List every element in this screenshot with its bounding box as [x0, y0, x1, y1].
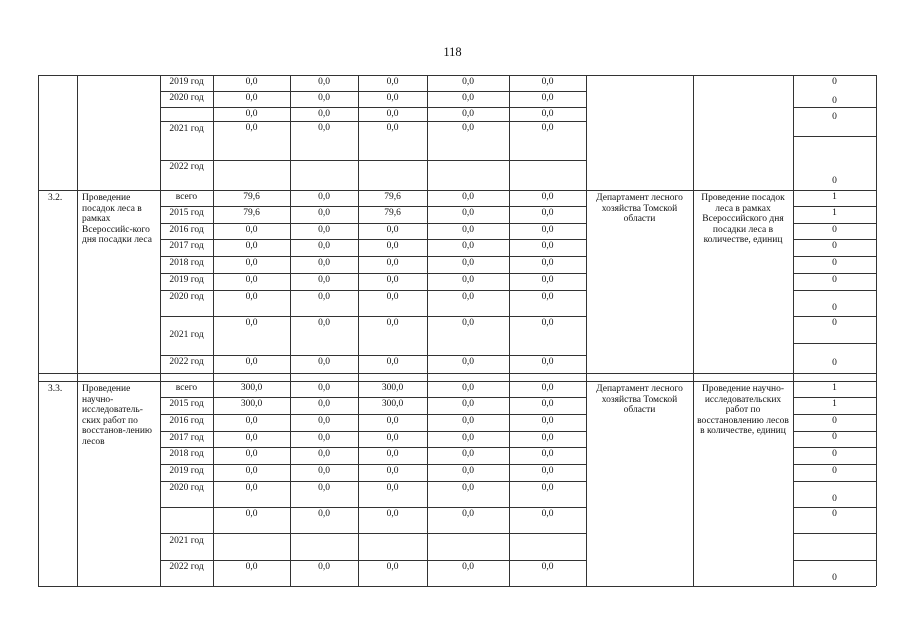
target-rule: [793, 273, 876, 274]
row-rule: [160, 560, 586, 561]
value-cell: 0,0: [462, 399, 474, 409]
value-cell: 0,0: [541, 399, 554, 409]
value-cell: 0,0: [245, 77, 258, 87]
measure-name: Проведение научно-исследователь-ских работ по восстанов-лению лесов: [82, 384, 153, 447]
value-cell: 300,0: [381, 399, 404, 409]
row-rule: [160, 414, 586, 415]
page-number: 118: [443, 45, 462, 59]
value-cell: 0,0: [318, 292, 330, 302]
executor-name: Департамент лесного хозяйства Томской области: [596, 193, 683, 224]
value-cell: 79,6: [384, 208, 401, 218]
target-value: 0: [832, 494, 837, 504]
target-value: 1: [832, 208, 837, 218]
target-value: 0: [832, 275, 837, 285]
year-cell: 2018 год: [169, 258, 204, 268]
column-rule: [509, 75, 510, 586]
value-cell: 0,0: [386, 225, 399, 235]
year-cell: 2016 год: [169, 416, 204, 426]
value-cell: 0,0: [462, 123, 474, 133]
year-cell: 2021 год: [169, 330, 204, 340]
target-rule: [793, 507, 876, 508]
value-cell: 0,0: [541, 292, 554, 302]
value-cell: 0,0: [462, 483, 474, 493]
column-rule: [876, 75, 877, 586]
value-cell: 0,0: [386, 449, 399, 459]
year-cell: 2019 год: [169, 466, 204, 476]
value-cell: 0,0: [541, 357, 554, 367]
column-rule: [290, 75, 291, 586]
value-cell: 0,0: [462, 208, 474, 218]
value-cell: 0,0: [462, 433, 474, 443]
value-cell: 0,0: [462, 509, 474, 519]
value-cell: 0,0: [245, 466, 258, 476]
value-cell: 0,0: [245, 318, 258, 328]
value-cell: 0,0: [541, 383, 554, 393]
row-rule: [160, 431, 586, 432]
row-rule: [160, 121, 586, 122]
section-rule: [38, 373, 876, 374]
section-rule: [38, 190, 876, 191]
value-cell: 0,0: [318, 383, 330, 393]
value-cell: 0,0: [541, 416, 554, 426]
section-number: 3.2.: [48, 193, 63, 203]
value-cell: 0,0: [462, 192, 474, 202]
target-value: 0: [832, 449, 837, 459]
value-cell: 0,0: [318, 466, 330, 476]
row-rule: [160, 206, 586, 207]
target-value: 0: [832, 112, 837, 122]
value-cell: 0,0: [386, 258, 399, 268]
year-cell: всего: [175, 192, 198, 202]
year-cell: 2021 год: [169, 124, 204, 134]
value-cell: 0,0: [386, 109, 399, 119]
value-cell: 0,0: [386, 483, 399, 493]
value-cell: 0,0: [386, 93, 399, 103]
row-rule: [160, 481, 586, 482]
value-cell: 0,0: [318, 399, 330, 409]
target-value: 0: [832, 303, 837, 313]
measure-name: Проведение посадок леса в рамках Всероссийс-кого дня посадки леса: [82, 193, 152, 245]
value-cell: 0,0: [541, 123, 554, 133]
target-value: 0: [832, 416, 837, 426]
value-cell: 0,0: [386, 509, 399, 519]
target-value: 0: [832, 573, 837, 583]
indicator-name: Проведение посадок леса в рамках Всероссийского дня посадки леса в количестве, единиц: [701, 193, 785, 245]
target-rule: [793, 107, 876, 108]
value-cell: 0,0: [462, 109, 474, 119]
year-cell: 2015 год: [169, 208, 204, 218]
target-value: 1: [832, 383, 837, 393]
target-rule: [793, 223, 876, 224]
row-rule: [160, 507, 586, 508]
row-rule: [160, 447, 586, 448]
target-value: 0: [832, 96, 837, 106]
value-cell: 0,0: [462, 241, 474, 251]
value-cell: 0,0: [245, 258, 258, 268]
value-cell: 0,0: [318, 93, 330, 103]
value-cell: 0,0: [462, 357, 474, 367]
target-rule: [793, 206, 876, 207]
year-cell: 2022 год: [169, 162, 204, 172]
value-cell: 0,0: [541, 433, 554, 443]
value-cell: 0,0: [386, 123, 399, 133]
year-cell: 2022 год: [169, 562, 204, 572]
year-cell: 2017 год: [169, 241, 204, 251]
row-rule: [160, 533, 586, 534]
value-cell: 0,0: [386, 433, 399, 443]
year-cell: 2020 год: [169, 93, 204, 103]
target-value: 0: [832, 466, 837, 476]
target-value: 0: [832, 358, 837, 368]
value-cell: 0,0: [245, 109, 258, 119]
value-cell: 79,6: [243, 208, 260, 218]
target-rule: [793, 481, 876, 482]
row-rule: [160, 355, 586, 356]
row-rule: [160, 290, 586, 291]
value-cell: 0,0: [318, 225, 330, 235]
target-value: 0: [832, 225, 837, 235]
value-cell: 0,0: [541, 208, 554, 218]
value-cell: 0,0: [541, 258, 554, 268]
column-rule: [427, 75, 428, 586]
target-rule: [793, 316, 876, 317]
value-cell: 0,0: [462, 258, 474, 268]
target-rule: [793, 256, 876, 257]
value-cell: 0,0: [245, 483, 258, 493]
value-cell: 0,0: [386, 357, 399, 367]
value-cell: 0,0: [318, 123, 330, 133]
value-cell: 0,0: [318, 357, 330, 367]
value-cell: 0,0: [318, 449, 330, 459]
target-value: 0: [832, 241, 837, 251]
row-rule: [160, 91, 586, 92]
value-cell: 300,0: [381, 383, 404, 393]
target-rule: [793, 239, 876, 240]
year-cell: 2020 год: [169, 292, 204, 302]
value-cell: 0,0: [541, 192, 554, 202]
year-cell: 2017 год: [169, 433, 204, 443]
year-cell: 2020 год: [169, 483, 204, 493]
value-cell: 0,0: [386, 275, 399, 285]
value-cell: 0,0: [386, 292, 399, 302]
row-rule: [160, 223, 586, 224]
column-rule: [77, 75, 78, 586]
value-cell: 0,0: [462, 318, 474, 328]
target-rule: [793, 560, 876, 561]
target-value: 0: [832, 176, 837, 186]
value-cell: 0,0: [462, 466, 474, 476]
value-cell: 0,0: [245, 241, 258, 251]
target-rule: [793, 343, 876, 344]
target-value: 0: [832, 432, 837, 442]
column-rule: [358, 75, 359, 586]
row-rule: [160, 464, 586, 465]
value-cell: 0,0: [245, 225, 258, 235]
value-cell: 0,0: [541, 483, 554, 493]
value-cell: 0,0: [541, 449, 554, 459]
value-cell: 0,0: [245, 292, 258, 302]
column-rule: [586, 75, 587, 586]
value-cell: 0,0: [386, 318, 399, 328]
value-cell: 0,0: [462, 292, 474, 302]
year-cell: 2016 год: [169, 225, 204, 235]
row-rule: [160, 397, 586, 398]
value-cell: 0,0: [462, 449, 474, 459]
value-cell: 0,0: [386, 416, 399, 426]
section-rule: [38, 586, 876, 587]
executor-name: Департамент лесного хозяйства Томской области: [596, 384, 683, 415]
value-cell: 0,0: [462, 225, 474, 235]
value-cell: 0,0: [462, 93, 474, 103]
value-cell: 0,0: [541, 109, 554, 119]
row-rule: [160, 239, 586, 240]
value-cell: 0,0: [541, 318, 554, 328]
column-rule: [793, 75, 794, 586]
value-cell: 0,0: [386, 241, 399, 251]
target-rule: [793, 397, 876, 398]
value-cell: 0,0: [318, 509, 330, 519]
value-cell: 0,0: [245, 449, 258, 459]
value-cell: 0,0: [541, 93, 554, 103]
value-cell: 0,0: [245, 509, 258, 519]
target-value: 0: [832, 509, 837, 519]
value-cell: 0,0: [541, 77, 554, 87]
value-cell: 0,0: [318, 241, 330, 251]
row-rule: [160, 160, 586, 161]
year-cell: 2022 год: [169, 357, 204, 367]
column-rule: [38, 75, 39, 586]
year-cell: 2021 год: [169, 536, 204, 546]
value-cell: 0,0: [541, 275, 554, 285]
value-cell: 0,0: [386, 466, 399, 476]
value-cell: 0,0: [462, 383, 474, 393]
value-cell: 0,0: [386, 562, 399, 572]
year-cell: 2019 год: [169, 275, 204, 285]
value-cell: 79,6: [384, 192, 401, 202]
value-cell: 0,0: [245, 433, 258, 443]
target-rule: [793, 464, 876, 465]
target-value: 1: [832, 192, 837, 202]
value-cell: 0,0: [386, 77, 399, 87]
value-cell: 0,0: [245, 123, 258, 133]
value-cell: 0,0: [318, 433, 330, 443]
value-cell: 300,0: [240, 383, 263, 393]
value-cell: 0,0: [245, 93, 258, 103]
value-cell: 0,0: [245, 562, 258, 572]
year-cell: 2018 год: [169, 449, 204, 459]
value-cell: 0,0: [318, 77, 330, 87]
row-rule: [160, 256, 586, 257]
value-cell: 0,0: [318, 318, 330, 328]
target-rule: [793, 136, 876, 137]
section-rule: [38, 381, 876, 382]
value-cell: 0,0: [541, 509, 554, 519]
value-cell: 0,0: [318, 258, 330, 268]
target-value: 0: [832, 318, 837, 328]
value-cell: 0,0: [245, 416, 258, 426]
value-cell: 0,0: [541, 562, 554, 572]
value-cell: 0,0: [245, 357, 258, 367]
target-rule: [793, 533, 876, 534]
year-cell: 2015 год: [169, 399, 204, 409]
year-cell: всего: [175, 383, 198, 393]
value-cell: 79,6: [243, 192, 260, 202]
target-rule: [793, 414, 876, 415]
section-rule: [38, 75, 876, 76]
value-cell: 0,0: [462, 275, 474, 285]
row-rule: [160, 273, 586, 274]
indicator-name: Проведение научно-исследовательских работ по восстановлению лесов в количестве, единиц: [697, 384, 789, 436]
value-cell: 0,0: [318, 192, 330, 202]
value-cell: 0,0: [462, 562, 474, 572]
value-cell: 0,0: [318, 208, 330, 218]
row-rule: [160, 107, 586, 108]
target-rule: [793, 447, 876, 448]
value-cell: 0,0: [318, 275, 330, 285]
value-cell: 0,0: [245, 275, 258, 285]
value-cell: 300,0: [240, 399, 263, 409]
column-rule: [693, 75, 694, 586]
target-value: 1: [832, 399, 837, 409]
section-number: 3.3.: [48, 384, 63, 394]
value-cell: 0,0: [541, 466, 554, 476]
column-rule: [213, 75, 214, 586]
value-cell: 0,0: [541, 225, 554, 235]
target-value: 0: [832, 258, 837, 268]
value-cell: 0,0: [318, 562, 330, 572]
value-cell: 0,0: [541, 241, 554, 251]
row-rule: [160, 316, 586, 317]
target-value: 0: [832, 77, 837, 87]
year-cell: 2019 год: [169, 77, 204, 87]
target-rule: [793, 290, 876, 291]
value-cell: 0,0: [462, 416, 474, 426]
value-cell: 0,0: [318, 483, 330, 493]
value-cell: 0,0: [318, 109, 330, 119]
value-cell: 0,0: [318, 416, 330, 426]
value-cell: 0,0: [462, 77, 474, 87]
